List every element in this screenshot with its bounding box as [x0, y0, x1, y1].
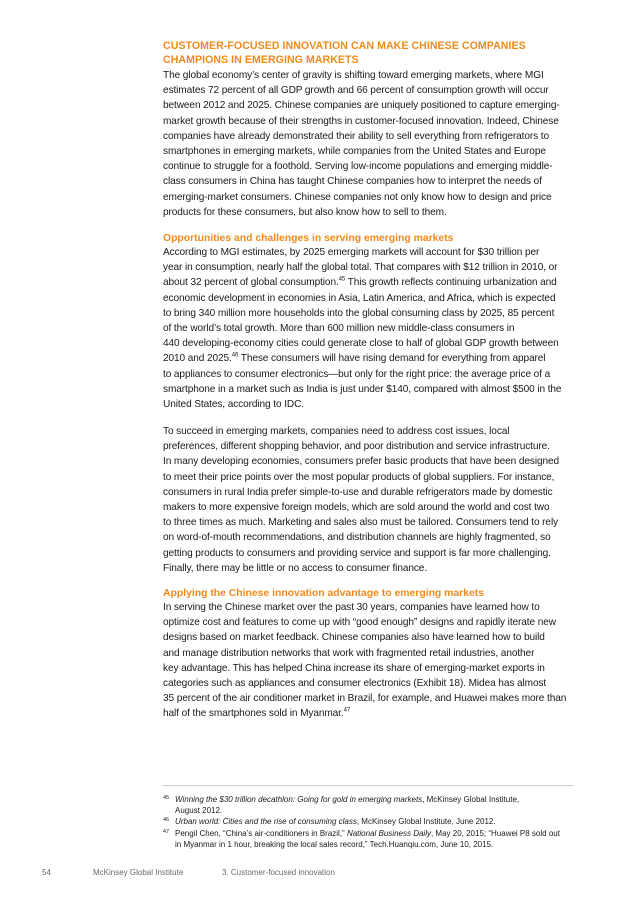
footer-publisher: McKinsey Global Institute [93, 868, 184, 877]
footnote-ref-47: 47 [343, 708, 351, 715]
section-heading [163, 40, 575, 67]
footnote-ref-45: 45 [338, 277, 346, 284]
footer-section: 3. Customer-focused innovation [222, 868, 335, 877]
page-number: 54 [42, 868, 51, 877]
paragraph-opportunities: According to MGI estimates, by 2025 emerging markets will account for $30 trillion per year in consumption, nearly half the global total. That compares with $12 trillion in 2010, or about 32 percent of global consumption.$^{45}$ This growth reflects continuing urbanization and economic development in economies in Asia, Latin America, and Africa, which is expected to bring 340 million more households into the global consuming class by 2025, 85 percent of the world’s total growth. More than 600 million new middle-class consumers in 440 developing-economy cities could generate close to half of global GDP growth between 2010 and 2025.46 These consumers will have rising demand for everything from apparel to appliances to consumer electronics—but only for the right price: the average price of a smartphone in a market such as India is just under $140, compared with almost $500 in the United States, according to IDC. [163, 247, 562, 411]
paragraph-applying: In serving the Chinese market over the past 30 years, companies have learned how to optimize cost and features to come up with “good enough” designs and rapidly iterate new designs based on market feedback. Chinese companies also have learned how to build and manage distribution networks that work with fragmented retail industries, another key advantage. This has helped China increase its share of emerging-market exports in categories such as appliances and consumer electronics (Exhibit 18). Midea has almost 35 percent of the air conditioner market in Brazil, for example, and Huawei makes more than half of the smartphones sold in Myanmar.$^{47}$ [163, 602, 567, 720]
footnote-45: 45 Winning the $30 trillion decathlon: Going for gold in emerging markets, McKinsey Global Institute, August 2012. [163, 795, 520, 815]
footnote-46: 46 Urban world: Cities and the rise of consuming class, McKinsey Global Institute, June 2012. [163, 817, 496, 826]
footnote-ref-46: 46 [231, 353, 239, 360]
section-heading-line: CUSTOMER-FOCUSED INNOVATION CAN MAKE CHINESE COMPANIES [163, 40, 526, 52]
paragraph-intro: The global economy’s center of gravity is shifting toward emerging markets, where MGI estimates 72 percent of all GDP growth and 66 percent of consumption growth will occur between 2012 and 2025. Chinese companies are uniquely positioned to capture emerging- market growth because of their strengths in customer-focused innovation. Indeed, Chinese companies have already demonstrated their ability to sell everything from refrigerators to smartphones in emerging markets, while companies from the United States and Europe continue to struggle for a foothold. Serving low-income populations and emerging middle- class consumers in China has taught Chinese companies how to interpret the needs of emerging-market consumers. Chinese companies not only know how to design and price products for these consumers, but also know how to sell to them. [163, 70, 560, 218]
subheading-opportunities: Opportunities and challenges in serving emerging markets [163, 233, 454, 244]
section-heading-line: CHAMPIONS IN EMERGING MARKETS [163, 53, 359, 66]
paragraph-challenges: To succeed in emerging markets, companies need to address cost issues, local preferences, different shopping behavior, and poor distribution and service infrastructure. In many developing economies, consumers prefer basic products that have been designed to meet their price points over the most popular products of global suppliers. For instance, consumers in rural India prefer simple-to-use and durable refrigerators made by domestic makers to more expensive foreign models, which are sold around the world and cost two to three times as much. Marketing and sales also must be tailored. Consumers tend to rely on word-of-mouth recommendations, and distribution channels are highly fragmented, so getting products to consumers and providing service and support is far more challenging. Finally, there may be little or no access to consumer finance. [163, 426, 560, 574]
subheading-applying: Applying the Chinese innovation advantage to emerging markets [163, 588, 485, 599]
footnote-divider [163, 785, 573, 786]
footnote-47: 47 Pengil Chen, “China’s air-conditioners in Brazil,” National Business Daily, May 20, 2015; “Huawei P8 sold out in Myanmar in 1 hour, breaking the local sales record,” Tech.Huanqiu.com, June 10, 2015. [163, 829, 560, 849]
